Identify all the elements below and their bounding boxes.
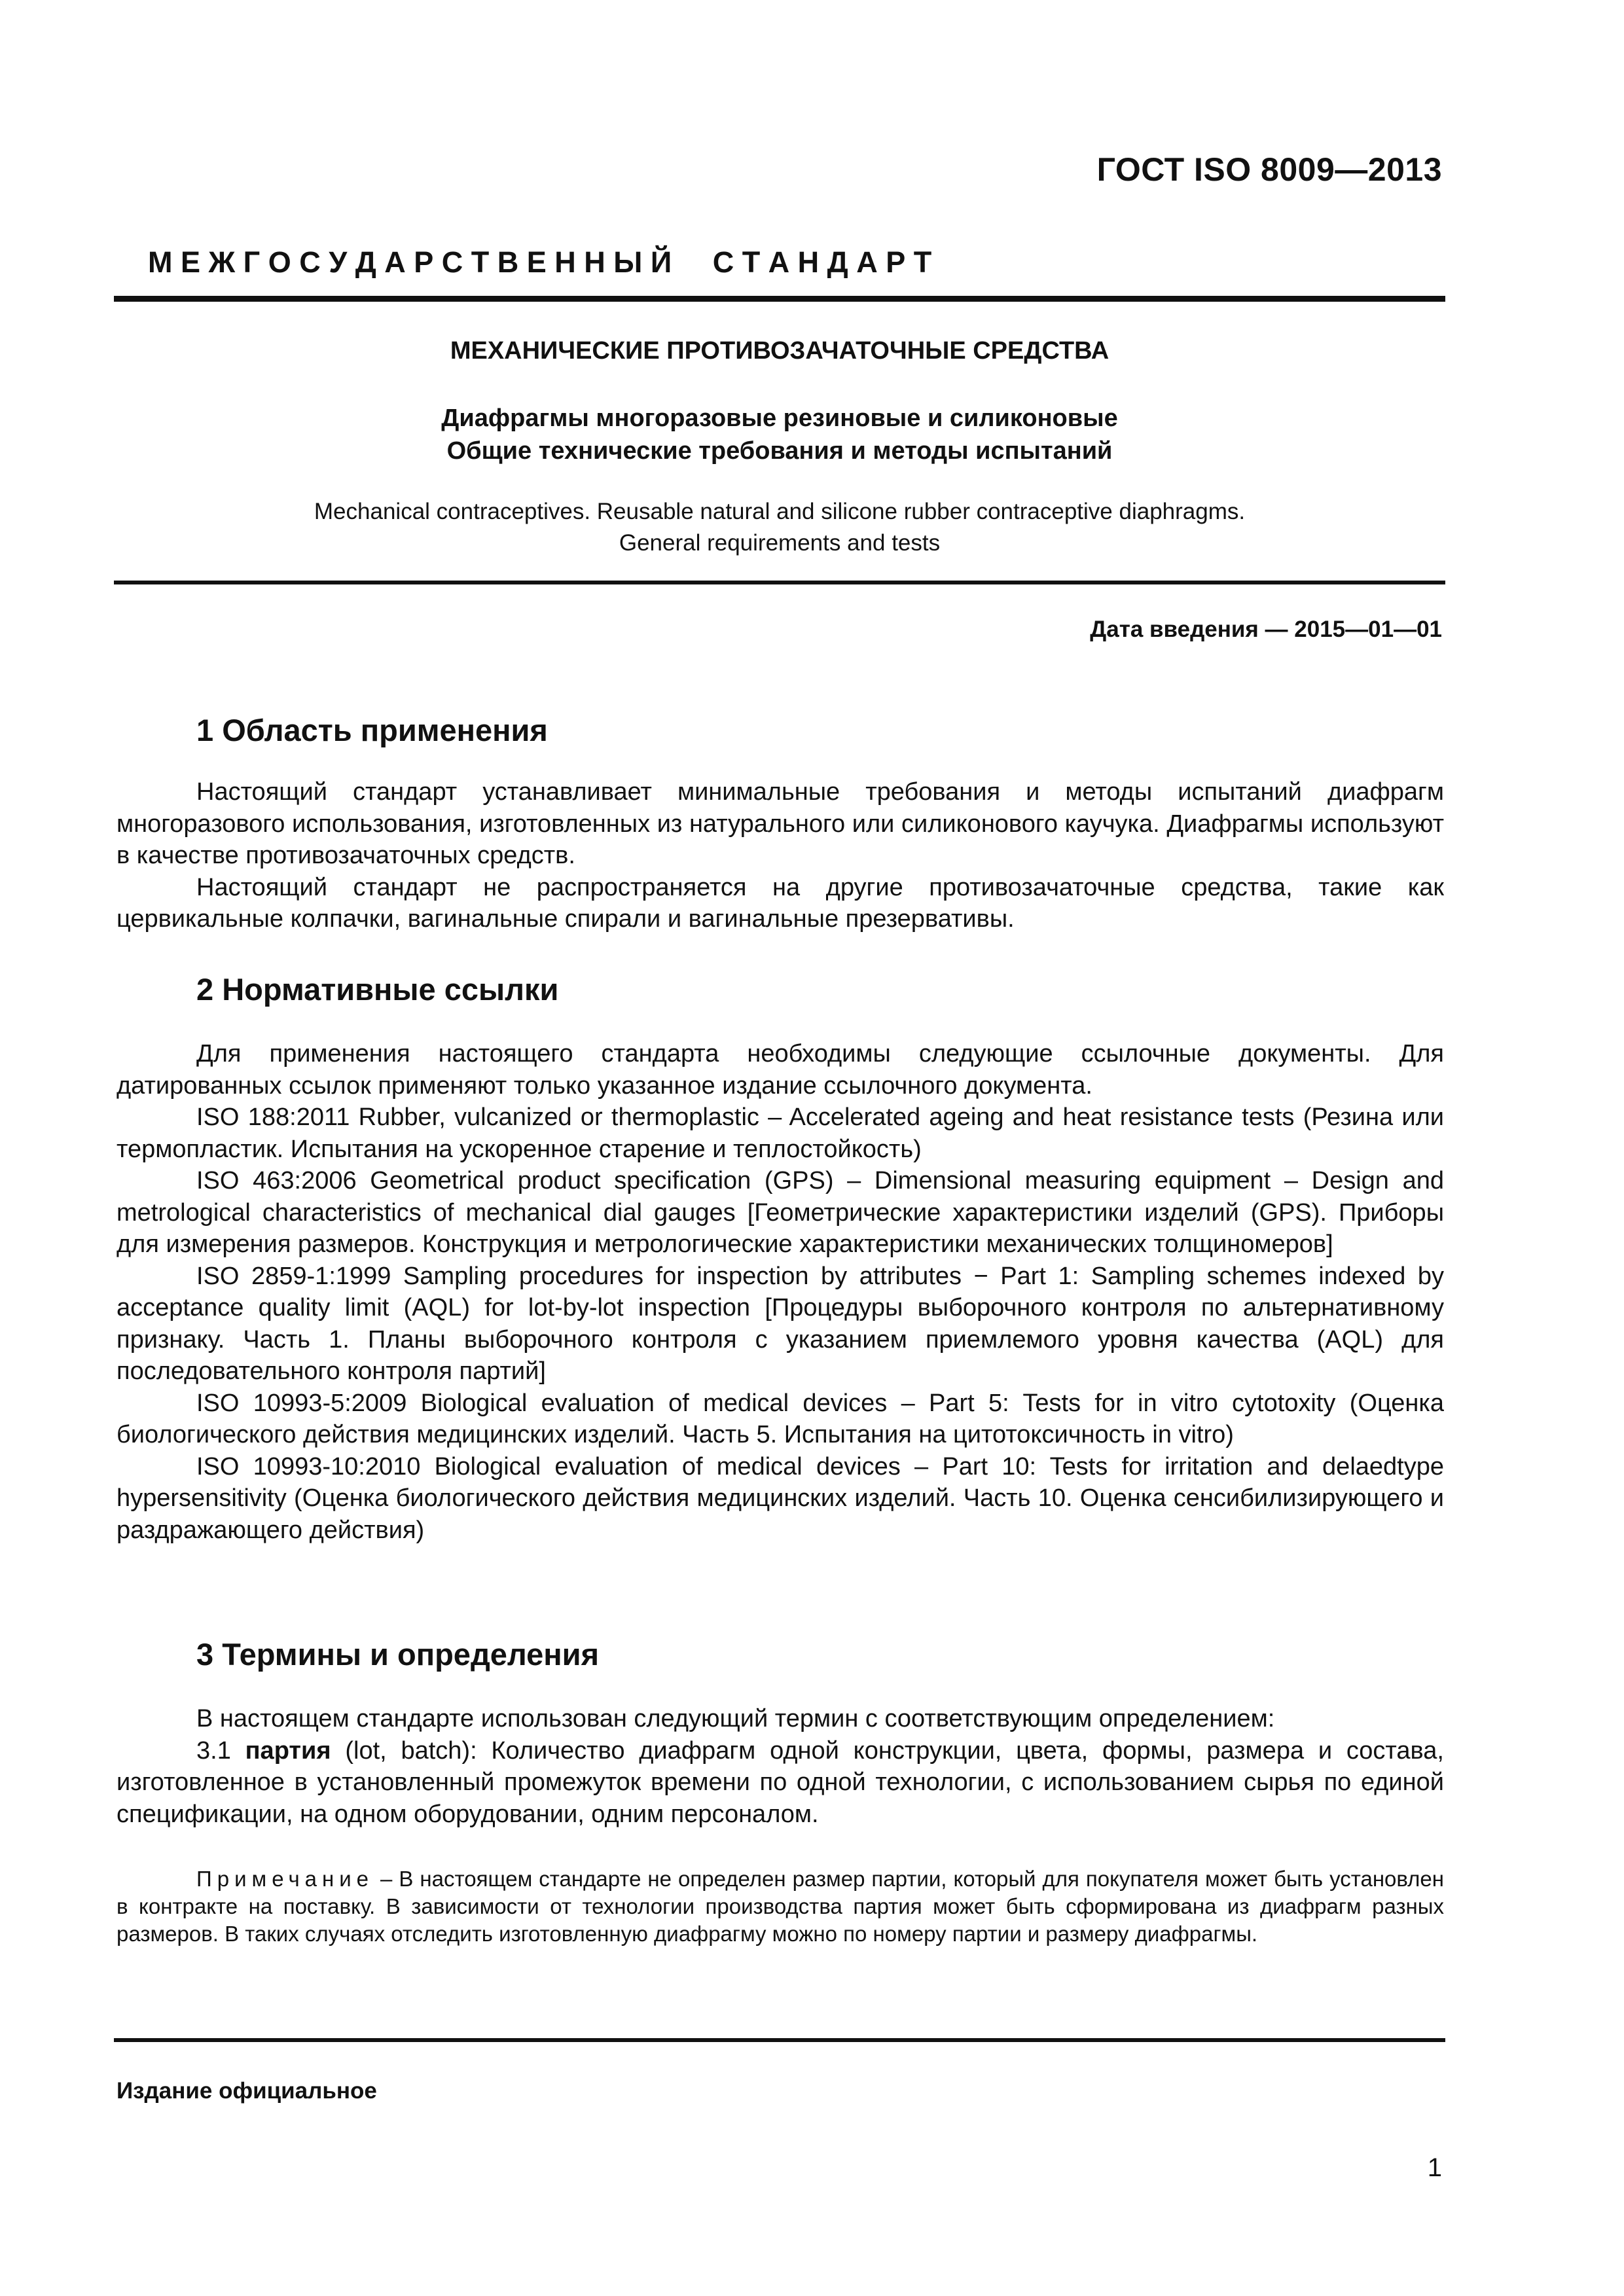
title-divider [114,581,1445,584]
normative-reference: ISO 2859-1:1999 Sampling procedures for inspection by attributes − Part 1: Sampling schemes indexed by acceptance quality limit (AQL) for lot-by-lot inspection [Процедуры выборочного контроля по альтернативному признаку. Часть 1. Планы выборочного контроля с указанием приемлемого уровня качества (AQL) для последовательного контроля партий] [117,1262,1444,1385]
header-divider [114,296,1445,302]
section-2-heading: 2 Нормативные ссылки [196,972,559,1007]
section-1-paragraph: Настоящий стандарт устанавливает минимальные требования и методы испытаний диафрагм многоразового использования, изготовленных из натурального или силиконового каучука. Диафрагмы используют в качестве противозачаточных средств. [117,778,1444,869]
section-1-heading: 1 Область применения [196,713,548,747]
introduction-date: Дата введения — 2015—01—01 [1090,617,1442,642]
term-definition-text: (lot, batch): Количество диафрагм одной конструкции, цвета, формы, размера и состава, изготовленное в установленный промежуток времени по одной технологии, с использованием сырья по единой спецификации, на одном оборудовании, одним персоналом. [117,1736,1444,1828]
english-title-line-1: Mechanical contraceptives. Reusable natural and silicone rubber contraceptive diaphragms. [314,499,1246,524]
section-2-body [117,1038,1444,1546]
section-1-paragraph: Настоящий стандарт не распространяется на другие противозачаточные средства, такие как цервикальные колпачки, вагинальные спирали и вагинальные презервативы. [117,873,1444,933]
subtitle-line-2: Общие технические требования и методы испытаний [446,437,1113,465]
document-subtitle [114,402,1445,467]
subtitle-line-1: Диафрагмы многоразовые резиновые и силиконовые [441,404,1118,432]
interstate-standard-label: М Е Ж Г О С У Д А Р С Т В Е Н Н Ы Й С Т А Н Д А Р Т [148,245,932,279]
note-block [117,1865,1444,1948]
section-3-heading: 3 Термины и определения [196,1637,599,1672]
document-title: МЕХАНИЧЕСКИЕ ПРОТИВОЗАЧАТОЧНЫЕ СРЕДСТВА [450,337,1110,365]
note-paragraph [117,1865,1444,1948]
note-label: Примечание [196,1867,374,1891]
normative-reference: ISO 10993-10:2010 Biological evaluation of medical devices – Part 10: Tests for irritation and delaedtype hypersensitivity (Оценка биологического действия медицинских изделий. Часть 10. Оценка сенсибилизирующего и раздражающего действия) [117,1452,1444,1544]
document-code: ГОСТ ISO 8009—2013 [1096,151,1442,188]
official-edition-label: Издание официальное [117,2078,377,2104]
note-text: – В настоящем стандарте не определен размер партии, который для покупателя может быть установлен в контракте на поставку. В зависимости от технологии производства партия может быть сформирована из диафрагм разных размеров. В таких случаях отследить изготовленную диафрагму можно по номеру партии и размеру диафрагмы. [117,1867,1444,1946]
footer-divider [114,2038,1445,2042]
english-title-line-2: General requirements and tests [619,530,941,556]
normative-reference: ISO 10993-5:2009 Biological evaluation of medical devices – Part 5: Tests for in vitro cytotoxity (Оценка биологического действия медицинских изделий. Часть 5. Испытания на цитотоксичность in vitro) [117,1389,1444,1448]
normative-reference: ISO 463:2006 Geometrical product specification (GPS) – Dimensional measuring equipment – Design and metrological characteristics of mechanical dial gauges [Геометрические характеристики изделий (GPS). Приборы для измерения размеров. Конструкция и метрологические характеристики механических толщиномеров] [117,1167,1444,1258]
term-word: партия [245,1736,331,1765]
normative-reference: ISO 188:2011 Rubber, vulcanized or thermoplastic – Accelerated ageing and heat resistance tests (Резина или термопластик. Испытания на ускоренное старение и теплостойкость) [117,1103,1444,1163]
section-2-paragraph: Для применения настоящего стандарта необходимы следующие ссылочные документы. Для датированных ссылок применяют только указанное издание ссылочного документа. [117,1040,1444,1100]
page-number: 1 [1427,2153,1442,2182]
section-1-body [117,776,1444,935]
section-3-paragraph: В настоящем стандарте использован следующий термин с соответствующим определением: [196,1705,1275,1732]
term-definition [117,1735,1444,1831]
english-title [114,496,1445,559]
section-3-body [117,1703,1444,1830]
term-number: 3.1 [196,1736,231,1765]
